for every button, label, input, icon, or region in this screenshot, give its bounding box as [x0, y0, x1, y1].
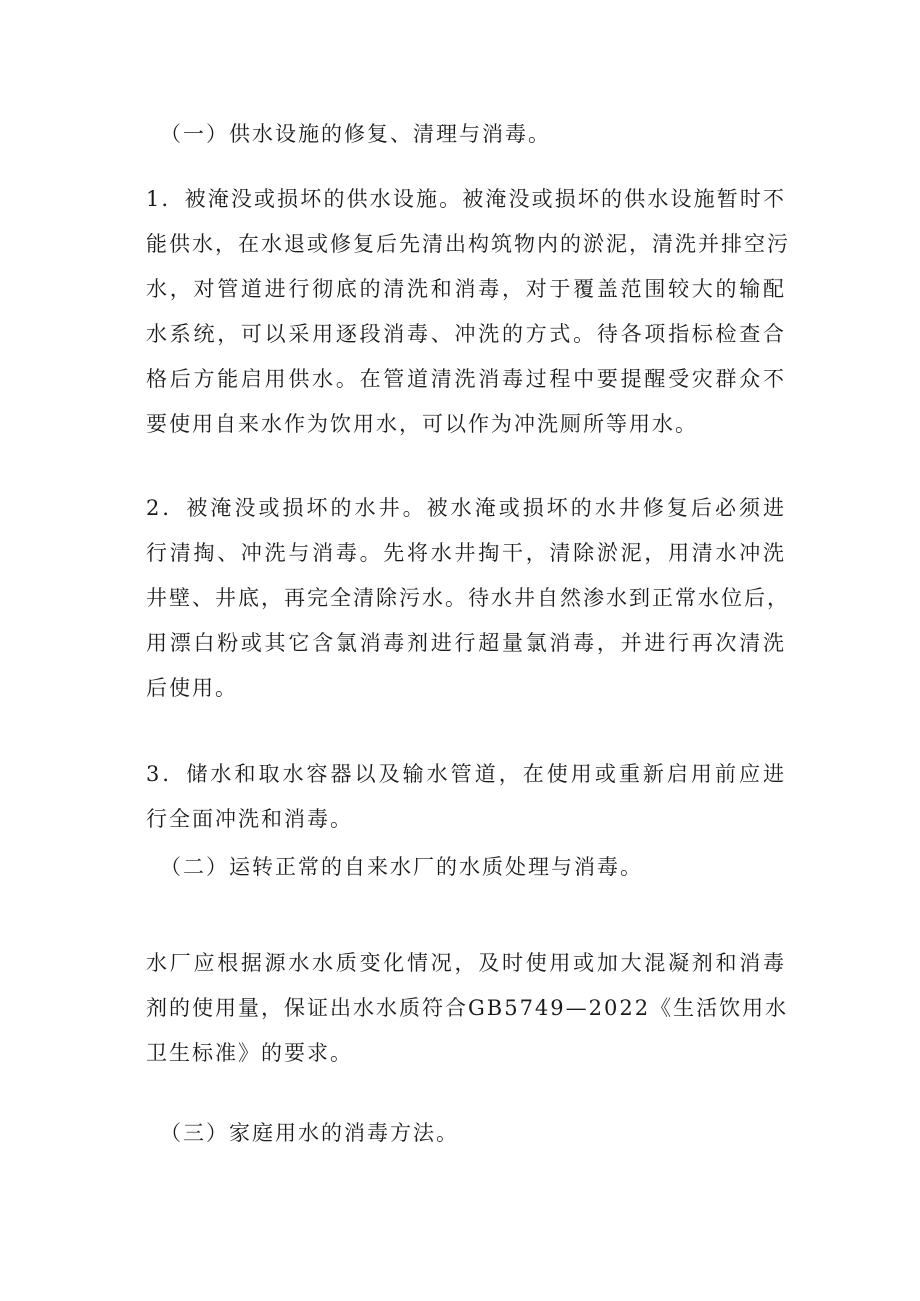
section-1-item-2 [146, 486, 790, 711]
section-1-heading: （一）供水设施的修复、清理与消毒。 [160, 122, 551, 146]
paragraph-line: 3．储水和取水容器以及输水管道，在使用或重新启用前应进 [146, 762, 786, 786]
paragraph-line: 格后方能启用供水。在管道清洗消毒过程中要提醒受灾群众不 [146, 367, 786, 391]
paragraph-line: 能供水，在水退或修复后先清出构筑物内的淤泥，清洗并排空污 [146, 232, 790, 256]
paragraph-line: 用漂白粉或其它含氯消毒剂进行超量氯消毒，并进行再次清洗 [146, 631, 786, 655]
paragraph-line: 剂的使用量，保证出水水质符合GB5749—2022《生活饮用水 [146, 996, 789, 1020]
paragraph-line: 水系统，可以采用逐段消毒、冲洗的方式。待各项指标检查合 [146, 322, 786, 346]
paragraph-line: 行全面冲洗和消毒。 [146, 807, 353, 831]
paragraph-line: 卫生标准》的要求。 [146, 1041, 353, 1065]
paragraph-line: 水，对管道进行彻底的清洗和消毒，对于覆盖范围较大的输配 [146, 277, 786, 301]
paragraph-line: 1．被淹没或损坏的供水设施。被淹没或损坏的供水设施暂时不 [146, 187, 786, 211]
paragraph-line: 行清掏、冲洗与消毒。先将水井掏干，清除淤泥，用清水冲洗 [146, 541, 786, 565]
paragraph-line: 水厂应根据源水水质变化情况，及时使用或加大混凝剂和消毒 [146, 951, 786, 975]
section-3-heading: （三）家庭用水的消毒方法。 [160, 1121, 459, 1145]
section-2-body [146, 941, 789, 1076]
section-1-item-1 [146, 177, 790, 447]
section-2-heading: （二）运转正常的自来水厂的水质处理与消毒。 [160, 855, 643, 879]
section-1-item-3 [146, 752, 786, 842]
paragraph-line: 要使用自来水作为饮用水，可以作为冲洗厕所等用水。 [146, 412, 698, 436]
paragraph-line: 井壁、井底，再完全清除污水。待水井自然渗水到正常水位后， [146, 586, 790, 610]
paragraph-line: 后使用。 [146, 676, 238, 700]
paragraph-line: 2．被淹没或损坏的水井。被水淹或损坏的水井修复后必须进 [146, 496, 786, 520]
